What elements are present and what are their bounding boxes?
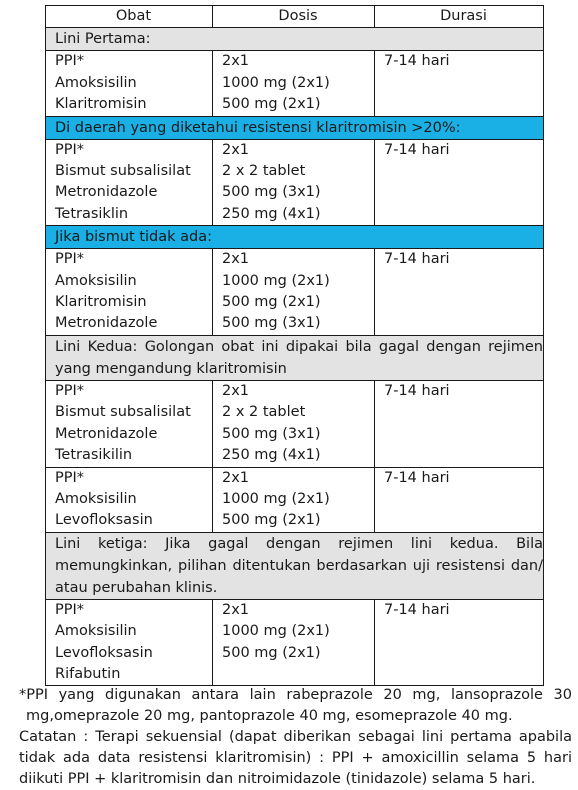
- drug-list-cell: [46, 139, 213, 226]
- dose-value: 1000 mg (2x1): [222, 272, 330, 289]
- dose-list-cell: [213, 380, 375, 467]
- dose-value: 500 mg (3x1): [222, 425, 321, 442]
- footnotes: [19, 685, 572, 790]
- section-title: Di daerah yang diketahui resistensi klaritromisin >20%:: [46, 116, 544, 139]
- dose-list-cell: [213, 599, 375, 686]
- duration-cell: 7-14 hari: [375, 51, 544, 116]
- drug-name: PPI*: [55, 382, 85, 399]
- drug-name: Metronidazole: [55, 184, 158, 201]
- dose-value: 500 mg (2x1): [222, 294, 321, 311]
- dose-list-cell: [213, 139, 375, 226]
- dose-list-cell: [213, 467, 375, 532]
- drug-name: Levofloksasin: [55, 512, 153, 529]
- drug-name: Bismut subsalisilat: [55, 163, 191, 180]
- drug-name: Amoksisilin: [55, 623, 137, 640]
- duration-cell: 7-14 hari: [375, 599, 544, 686]
- section-title: Lini ketiga: Jika gagal dengan rejimen lini kedua. Bila memungkinkan, pilihan ditentukan berdasarkan uji resistensi dan/ atau perubahan klinis.: [46, 532, 544, 599]
- regimen-row: [46, 249, 544, 336]
- duration-cell: 7-14 hari: [375, 380, 544, 467]
- dose-value: 2x1: [222, 141, 250, 158]
- dose-value: 250 mg (4x1): [222, 447, 321, 464]
- table-body: [46, 28, 544, 686]
- dose-value: 500 mg (2x1): [222, 512, 321, 529]
- section-header-row: [46, 116, 544, 139]
- column-header-obat: Obat: [46, 6, 213, 28]
- duration-cell: 7-14 hari: [375, 139, 544, 226]
- dose-value: 2 x 2 tablet: [222, 163, 306, 180]
- dose-value: 500 mg (3x1): [222, 315, 321, 332]
- drug-name: Amoksisilin: [55, 74, 137, 91]
- ppi-footnote: *PPI yang digunakan antara lain rabeprazole 20 mg, lansoprazole 30 mg,omeprazole 20 mg, pantoprazole 40 mg, esomeprazole 40 mg.: [19, 687, 572, 724]
- drug-name: Tetrasikilin: [55, 447, 133, 464]
- drug-list-cell: [46, 599, 213, 686]
- section-header-row: [46, 335, 544, 380]
- dose-value: 2 x 2 tablet: [222, 404, 306, 421]
- drug-name: Amoksisilin: [55, 490, 137, 507]
- dose-list-cell: [213, 51, 375, 116]
- drug-list-cell: [46, 249, 213, 336]
- duration-cell: 7-14 hari: [375, 249, 544, 336]
- dose-value: 1000 mg (2x1): [222, 74, 330, 91]
- drug-list-cell: [46, 467, 213, 532]
- regimen-row: [46, 380, 544, 467]
- drug-name: PPI*: [55, 601, 85, 618]
- section-header-row: [46, 28, 544, 51]
- drug-name: Levofloksasin: [55, 644, 153, 661]
- drug-name: PPI*: [55, 53, 85, 70]
- drug-list-cell: [46, 380, 213, 467]
- drug-name: Rifabutin: [55, 665, 121, 682]
- regimen-row: [46, 51, 544, 116]
- dose-value: 1000 mg (2x1): [222, 490, 330, 507]
- drug-name: Klaritromisin: [55, 96, 147, 113]
- column-header-dosis: Dosis: [213, 6, 375, 28]
- drug-name: Klaritromisin: [55, 294, 147, 311]
- dose-value: 1000 mg (2x1): [222, 623, 330, 640]
- section-title: Jika bismut tidak ada:: [46, 226, 544, 249]
- drug-name: Bismut subsalisilat: [55, 404, 191, 421]
- drug-name: Metronidazole: [55, 315, 158, 332]
- dose-value: 2x1: [222, 469, 250, 486]
- dose-value: 500 mg (2x1): [222, 96, 321, 113]
- dose-value: 2x1: [222, 382, 250, 399]
- dose-value: 2x1: [222, 251, 250, 268]
- column-header-durasi: Durasi: [375, 6, 544, 28]
- regimen-row: [46, 599, 544, 686]
- drug-name: PPI*: [55, 141, 85, 158]
- drug-name: Amoksisilin: [55, 272, 137, 289]
- dose-value: 500 mg (2x1): [222, 644, 321, 661]
- dose-value: 2x1: [222, 53, 250, 70]
- table-header-row: [46, 6, 544, 28]
- section-title: Lini Pertama:: [46, 28, 544, 51]
- drug-name: PPI*: [55, 251, 85, 268]
- dose-value: 2x1: [222, 601, 250, 618]
- drug-name: Tetrasiklin: [55, 205, 129, 222]
- dose-value: 500 mg (3x1): [222, 184, 321, 201]
- dose-value: 250 mg (4x1): [222, 205, 321, 222]
- regimen-table: [45, 5, 544, 686]
- regimen-row: [46, 139, 544, 226]
- dose-list-cell: [213, 249, 375, 336]
- drug-list-cell: [46, 51, 213, 116]
- regimen-row: [46, 467, 544, 532]
- catatan-note: Catatan : Terapi sekuensial (dapat diberikan sebagai lini pertama apabila tidak ada data resistensi klaritromisin) : PPI + amoxicillin selama 5 hari diikuti PPI + klaritromisin dan nitroimidazole (tinidazole) selama 5 hari.: [19, 729, 572, 787]
- duration-cell: 7-14 hari: [375, 467, 544, 532]
- section-header-row: [46, 532, 544, 599]
- drug-name: Metronidazole: [55, 425, 158, 442]
- section-header-row: [46, 226, 544, 249]
- drug-name: PPI*: [55, 469, 85, 486]
- section-title: Lini Kedua: Golongan obat ini dipakai bila gagal dengan rejimen yang mengandung klaritromisin: [46, 335, 544, 380]
